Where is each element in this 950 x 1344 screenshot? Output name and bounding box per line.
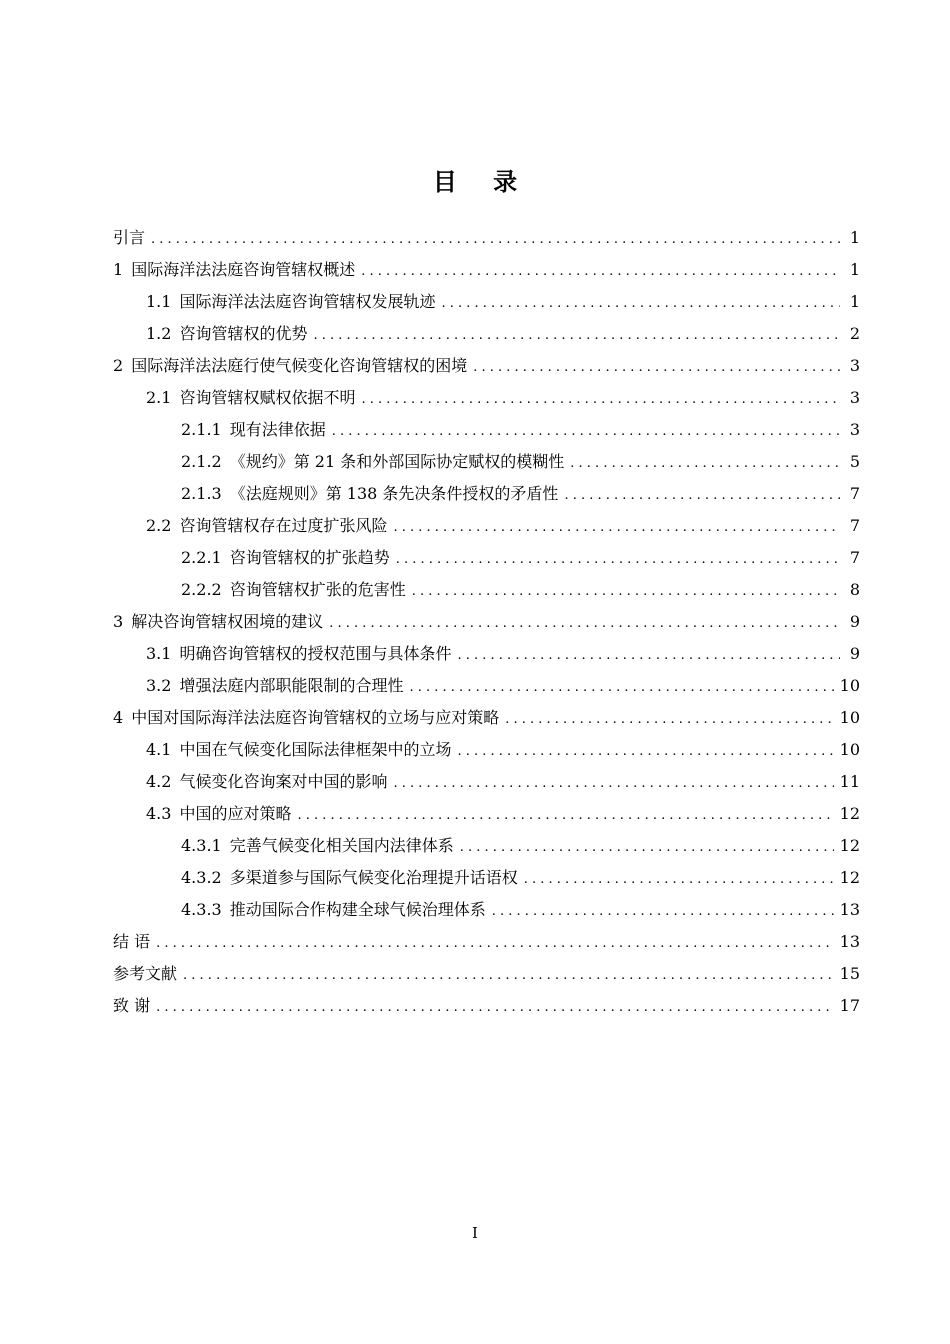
toc-dot-leader [156, 928, 834, 960]
toc-entry[interactable] [113, 382, 860, 414]
toc-entry[interactable] [113, 286, 860, 318]
toc-entry[interactable] [113, 798, 860, 830]
toc-entry[interactable] [113, 542, 860, 574]
toc-entry-number: 2.2.2 [181, 580, 222, 599]
toc-dot-leader [183, 960, 834, 992]
toc-dot-leader [441, 288, 840, 320]
toc-dot-leader [361, 384, 840, 416]
toc-dot-leader [151, 224, 840, 256]
toc-entry-number: 4 [113, 708, 124, 727]
toc-dot-leader [393, 768, 833, 800]
toc-entry[interactable] [113, 958, 860, 990]
toc-entry[interactable] [113, 766, 860, 798]
toc-entry-page-number: 10 [839, 740, 860, 759]
toc-dot-leader [409, 672, 833, 704]
toc-entry-title: 咨询管辖权赋权依据不明 [179, 388, 356, 407]
toc-entry-number: 2.1.2 [181, 452, 222, 471]
toc-dot-leader [457, 736, 833, 768]
toc-entry[interactable] [113, 574, 860, 606]
toc-entry-page-number: 13 [839, 900, 860, 919]
toc-entry-page-number: 2 [849, 324, 860, 343]
toc-dot-leader [460, 832, 834, 864]
toc-entry[interactable] [113, 414, 860, 446]
toc-entry-title: 完善气候变化相关国内法律体系 [229, 836, 454, 855]
toc-entry[interactable] [113, 606, 860, 638]
toc-dot-leader [524, 864, 834, 896]
toc-entry-title: 增强法庭内部职能限制的合理性 [179, 676, 404, 695]
toc-dot-leader [297, 800, 833, 832]
toc-entry-page-number: 12 [839, 868, 860, 887]
toc-entry-number: 4.3.1 [181, 836, 222, 855]
toc-entry-page-number: 12 [839, 804, 860, 823]
toc-entry-page-number: 1 [849, 228, 860, 247]
toc-entry-title: 国际海洋法法庭咨询管辖权概述 [131, 260, 356, 279]
toc-entry-page-number: 9 [849, 612, 860, 631]
toc-dot-leader [313, 320, 840, 352]
toc-entry-title: 推动国际合作构建全球气候治理体系 [229, 900, 486, 919]
toc-entry-page-number: 17 [839, 996, 860, 1015]
toc-entry[interactable] [113, 350, 860, 382]
toc-entry[interactable] [113, 862, 860, 894]
toc-entry[interactable] [113, 830, 860, 862]
toc-entry[interactable] [113, 222, 860, 254]
toc-entry-title: 解决咨询管辖权困境的建议 [131, 612, 324, 631]
toc-dot-leader [412, 576, 840, 608]
toc-entry-title: 多渠道参与国际气候变化治理提升话语权 [229, 868, 518, 887]
toc-entry[interactable] [113, 670, 860, 702]
toc-entry-page-number: 13 [839, 932, 860, 951]
toc-entry-title: 咨询管辖权扩张的危害性 [229, 580, 406, 599]
toc-entry-page-number: 9 [849, 644, 860, 663]
toc-entry-title: 中国的应对策略 [179, 804, 292, 823]
toc-entry-title: 中国在气候变化国际法律框架中的立场 [179, 740, 452, 759]
toc-entry-title: 咨询管辖权存在过度扩张风险 [179, 516, 388, 535]
toc-entry-title: 引言 [113, 228, 146, 247]
toc-dot-leader [492, 896, 834, 928]
toc-entry-title: 明确咨询管辖权的授权范围与具体条件 [179, 644, 452, 663]
page-number-footer: I [472, 1224, 478, 1242]
toc-entry[interactable] [113, 990, 860, 1022]
toc-entry-number: 1.1 [146, 292, 172, 311]
toc-entry[interactable] [113, 254, 860, 286]
toc-entry-title: 国际海洋法法庭行使气候变化咨询管辖权的困境 [131, 356, 468, 375]
toc-entry-number: 2.2.1 [181, 548, 222, 567]
toc-entry-title: 参考文献 [113, 964, 178, 983]
page-title: 目 录 [432, 168, 532, 196]
toc-entry-title: 中国对国际海洋法法庭咨询管辖权的立场与应对策略 [131, 708, 500, 727]
toc-entry-number: 4.2 [146, 772, 172, 791]
toc-dot-leader [505, 704, 833, 736]
toc-entry-number: 4.3.2 [181, 868, 222, 887]
toc-entry-title: 国际海洋法法庭咨询管辖权发展轨迹 [179, 292, 436, 311]
toc-entry-page-number: 3 [849, 356, 860, 375]
toc-entry[interactable] [113, 894, 860, 926]
toc-entry-page-number: 7 [849, 548, 860, 567]
toc-dot-leader [473, 352, 840, 384]
toc-entry-page-number: 5 [849, 452, 860, 471]
toc-dot-leader [393, 512, 840, 544]
toc-entry-number: 2.1 [146, 388, 172, 407]
toc-entry-page-number: 10 [839, 708, 860, 727]
toc-entry-page-number: 3 [849, 388, 860, 407]
toc-entry-title: 现有法律依据 [229, 420, 326, 439]
toc-entry[interactable] [113, 638, 860, 670]
toc-entry-page-number: 12 [839, 836, 860, 855]
toc-entry[interactable] [113, 702, 860, 734]
toc-entry-number: 4.1 [146, 740, 172, 759]
toc-entry-page-number: 7 [849, 484, 860, 503]
toc-dot-leader [329, 608, 840, 640]
toc-entry-number: 2.2 [146, 516, 172, 535]
toc-entry-number: 4.3.3 [181, 900, 222, 919]
toc-entry-page-number: 11 [839, 772, 860, 791]
toc-entry-page-number: 7 [849, 516, 860, 535]
toc-entry-title: 咨询管辖权的扩张趋势 [229, 548, 390, 567]
toc-dot-leader [457, 640, 840, 672]
toc-entry-title: 《规约》第 21 条和外部国际协定赋权的模糊性 [229, 452, 565, 471]
toc-dot-leader [156, 992, 834, 1024]
table-of-contents [113, 222, 860, 1022]
toc-entry-number: 1 [113, 260, 124, 279]
toc-entry-number: 3.2 [146, 676, 172, 695]
toc-entry-number: 4.3 [146, 804, 172, 823]
toc-entry-page-number: 3 [849, 420, 860, 439]
toc-entry-title: 气候变化咨询案对中国的影响 [179, 772, 388, 791]
toc-entry-page-number: 1 [849, 260, 860, 279]
toc-entry-title: 结 语 [113, 932, 151, 951]
toc-entry[interactable] [113, 318, 860, 350]
toc-entry-page-number: 15 [839, 964, 860, 983]
toc-entry-number: 2 [113, 356, 124, 375]
toc-dot-leader [564, 480, 840, 512]
toc-dot-leader [570, 448, 840, 480]
toc-entry[interactable] [113, 926, 860, 958]
toc-entry-page-number: 8 [849, 580, 860, 599]
toc-entry-title: 《法庭规则》第 138 条先决条件授权的矛盾性 [229, 484, 559, 503]
toc-entry[interactable] [113, 478, 860, 510]
toc-dot-leader [332, 416, 840, 448]
toc-entry-number: 3 [113, 612, 124, 631]
toc-entry-page-number: 10 [839, 676, 860, 695]
toc-entry[interactable] [113, 510, 860, 542]
toc-entry-page-number: 1 [849, 292, 860, 311]
toc-entry-title: 咨询管辖权的优势 [179, 324, 308, 343]
toc-entry[interactable] [113, 446, 860, 478]
toc-dot-leader [361, 256, 840, 288]
toc-entry[interactable] [113, 734, 860, 766]
toc-dot-leader [396, 544, 840, 576]
toc-entry-number: 1.2 [146, 324, 172, 343]
toc-entry-number: 2.1.1 [181, 420, 222, 439]
toc-entry-number: 3.1 [146, 644, 172, 663]
toc-entry-title: 致 谢 [113, 996, 151, 1015]
toc-entry-number: 2.1.3 [181, 484, 222, 503]
